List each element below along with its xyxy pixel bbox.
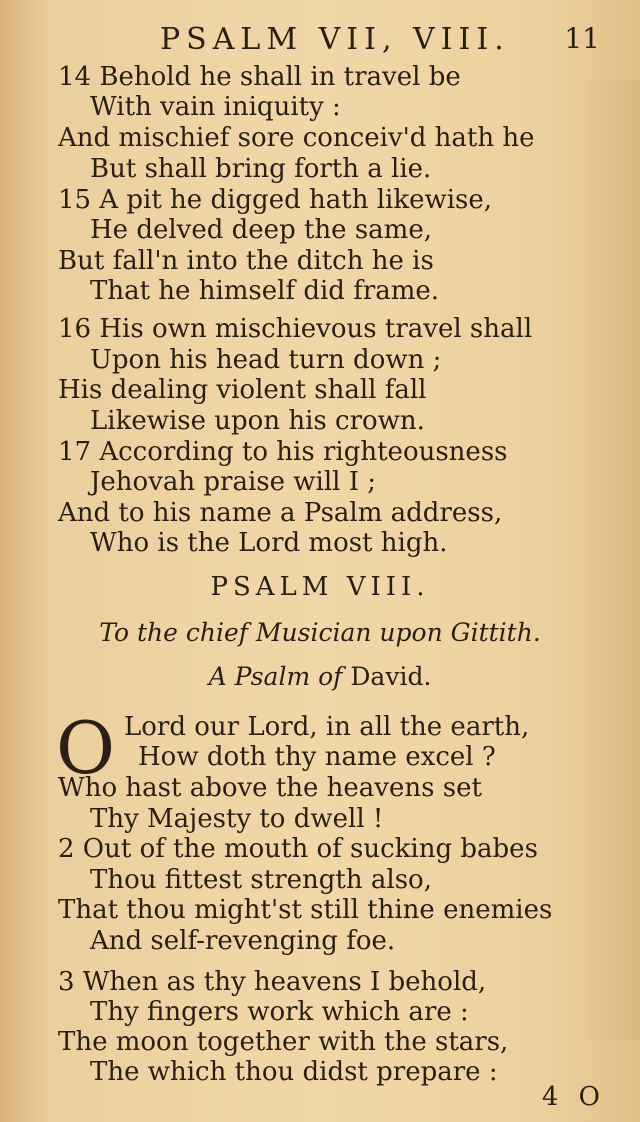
subtitle-italic: A Psalm of — [208, 662, 343, 691]
verse-line: Thy Majesty to dwell ! — [90, 804, 384, 834]
verse-line: Who hast above the heavens set — [58, 773, 482, 803]
verse-line: And self-revenging foe. — [90, 926, 396, 956]
show-through-shading — [580, 80, 640, 1040]
verse-line: 14 Behold he shall in travel be — [58, 62, 461, 92]
verse-line: Upon his head turn down ; — [90, 345, 442, 375]
psalm-subtitle — [0, 662, 640, 691]
verse-line: Thy fingers work which are : — [90, 997, 469, 1027]
verse-line: His dealing violent shall fall — [58, 375, 427, 405]
verse-line: 17 According to his righteousness — [58, 437, 508, 467]
verse-line: With vain iniquity : — [90, 92, 341, 122]
verse-line: Likewise upon his crown. — [90, 406, 425, 436]
verse-line: Who is the Lord most high. — [90, 528, 448, 558]
verse-line: That thou might'st still thine enemies — [58, 895, 553, 925]
subtitle-name: David. — [350, 662, 432, 691]
verse-line: Lord our Lord, in all the earth, — [124, 712, 530, 742]
drop-cap: O — [56, 706, 116, 790]
running-header: PSALM VII, VIII. — [160, 22, 510, 57]
verse-line: How doth thy name excel ? — [138, 742, 496, 772]
psalm-dedication: To the chief Musician upon Gittith. — [99, 618, 541, 647]
verse-line: 16 His own mischievous travel shall — [58, 314, 533, 344]
verse-line: 15 A pit he digged hath likewise, — [58, 185, 493, 215]
verse-line: That he himself did frame. — [90, 276, 440, 306]
catchword-signature: 4 O — [541, 1082, 606, 1112]
verse-line: And mischief sore conceiv'd hath he — [58, 123, 535, 153]
page-number: 11 — [564, 22, 600, 55]
verse-line: 2 Out of the mouth of sucking babes — [58, 834, 538, 864]
verse-line: 3 When as thy heavens I behold, — [58, 967, 487, 997]
psalm-title: PSALM VIII. — [210, 572, 430, 602]
verse-line: He delved deep the same, — [90, 215, 432, 245]
verse-line: Jehovah praise will I ; — [90, 467, 377, 497]
verse-line: But shall bring forth a lie. — [90, 154, 432, 184]
verse-line: The which thou didst prepare : — [90, 1057, 498, 1087]
verse-line: And to his name a Psalm address, — [58, 498, 503, 528]
verse-line: The moon together with the stars, — [58, 1027, 509, 1057]
verse-line: But fall'n into the ditch he is — [58, 246, 434, 276]
verse-line: Thou fittest strength also, — [90, 865, 432, 895]
